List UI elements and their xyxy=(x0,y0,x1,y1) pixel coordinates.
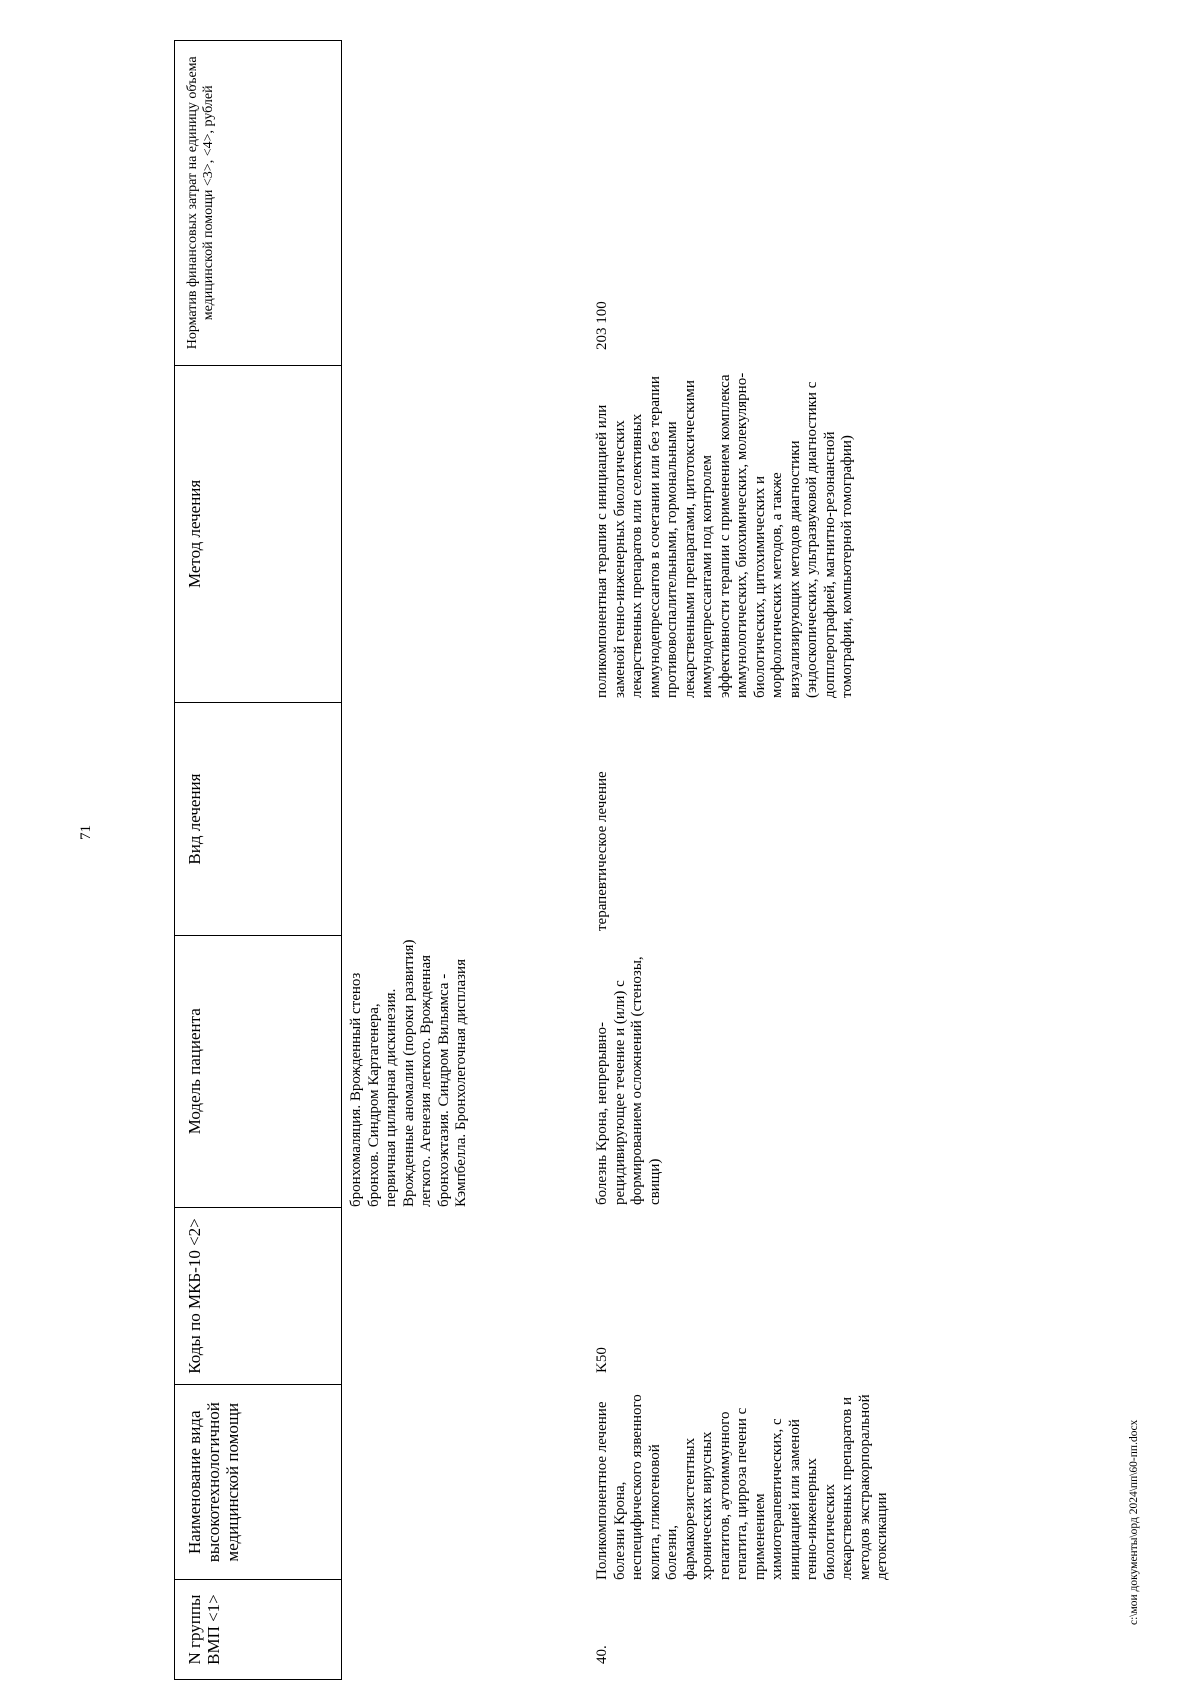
rotated-table-page xyxy=(174,30,1074,1680)
page-number: 71 xyxy=(78,825,94,840)
footer-file-path: c:\мои документы\орд 2024\пп\60-пп.docx xyxy=(1128,1419,1140,1625)
row-vmp-name: Поликомпонентное лечение болезни Крона, неспецифического язвенного колита, гликогеновой болезни, фармакорезистентных хронических вирусных гепатитов, аутоиммунного гепатита, цирроза печени с применением химиотерапевтических, с инициацией или заменой генно-инженерных биологических лекарственных препаратов и методов экстракорпоральной детоксикации xyxy=(594,1394,890,1580)
header-treatment-type: Вид лечения xyxy=(175,702,341,935)
row-treatment-type: терапевтическое лечение xyxy=(594,771,610,931)
header-icd-codes: Коды по МКБ-10 <2> xyxy=(175,1207,341,1385)
row-icd-codes: K50 xyxy=(594,1347,610,1373)
row-treatment-method: поликомпонентная терапия с инициацией или заменой генно-инженерных биологических лекарственных препаратов или селективных иммунодепрессантов в сочетании или без терапии противовоспалительными, гормональными лекарственными препаратами, цитотоксическими иммунодепрессантами под контролем эффективности терапии с применением комплекса иммунологических, биохимических, молекулярно-биологических, цитохимических и морфологических методов, а также визуализирующих методов диагностики (эндоскопических, ультразвуковой диагностики с допплерографией, магнитно-резонансной томографии, компьютерной томографии) xyxy=(594,372,855,698)
header-vmp-name: Наименование вида высокотехнологичной медицинской помощи xyxy=(175,1384,341,1579)
header-cost-norm: Норматив финансовых затрат на единицу объема медицинской помощи <3>, <4>, рублей xyxy=(185,56,216,350)
row-patient-model: болезнь Крона, непрерывно-рецидивирующее течение и (или) с формированием осложнений (стенозы, свищи) xyxy=(594,956,663,1205)
header-patient-model: Модель пациента xyxy=(175,935,341,1207)
table-row xyxy=(594,40,892,1680)
table-header-row xyxy=(174,40,342,1680)
header-group-number: N группы ВМП <1> xyxy=(175,1579,341,1679)
continued-patient-model: бронхомаляция. Врожденный стеноз бронхов. Синдром Картагенера, первичная цилиарная дискинезия. Врожденные аномалии (пороки развития) легкого. Агенезия легкого. Врожденная бронхоэктазия. Синдром Вильямса - Кэмпбелла. Бронхолегочная дисплазия xyxy=(348,939,469,1207)
row-cost-norm: 203 100 xyxy=(594,301,610,350)
row-number: 40. xyxy=(594,1645,610,1664)
header-treatment-method: Метод лечения xyxy=(175,365,341,703)
